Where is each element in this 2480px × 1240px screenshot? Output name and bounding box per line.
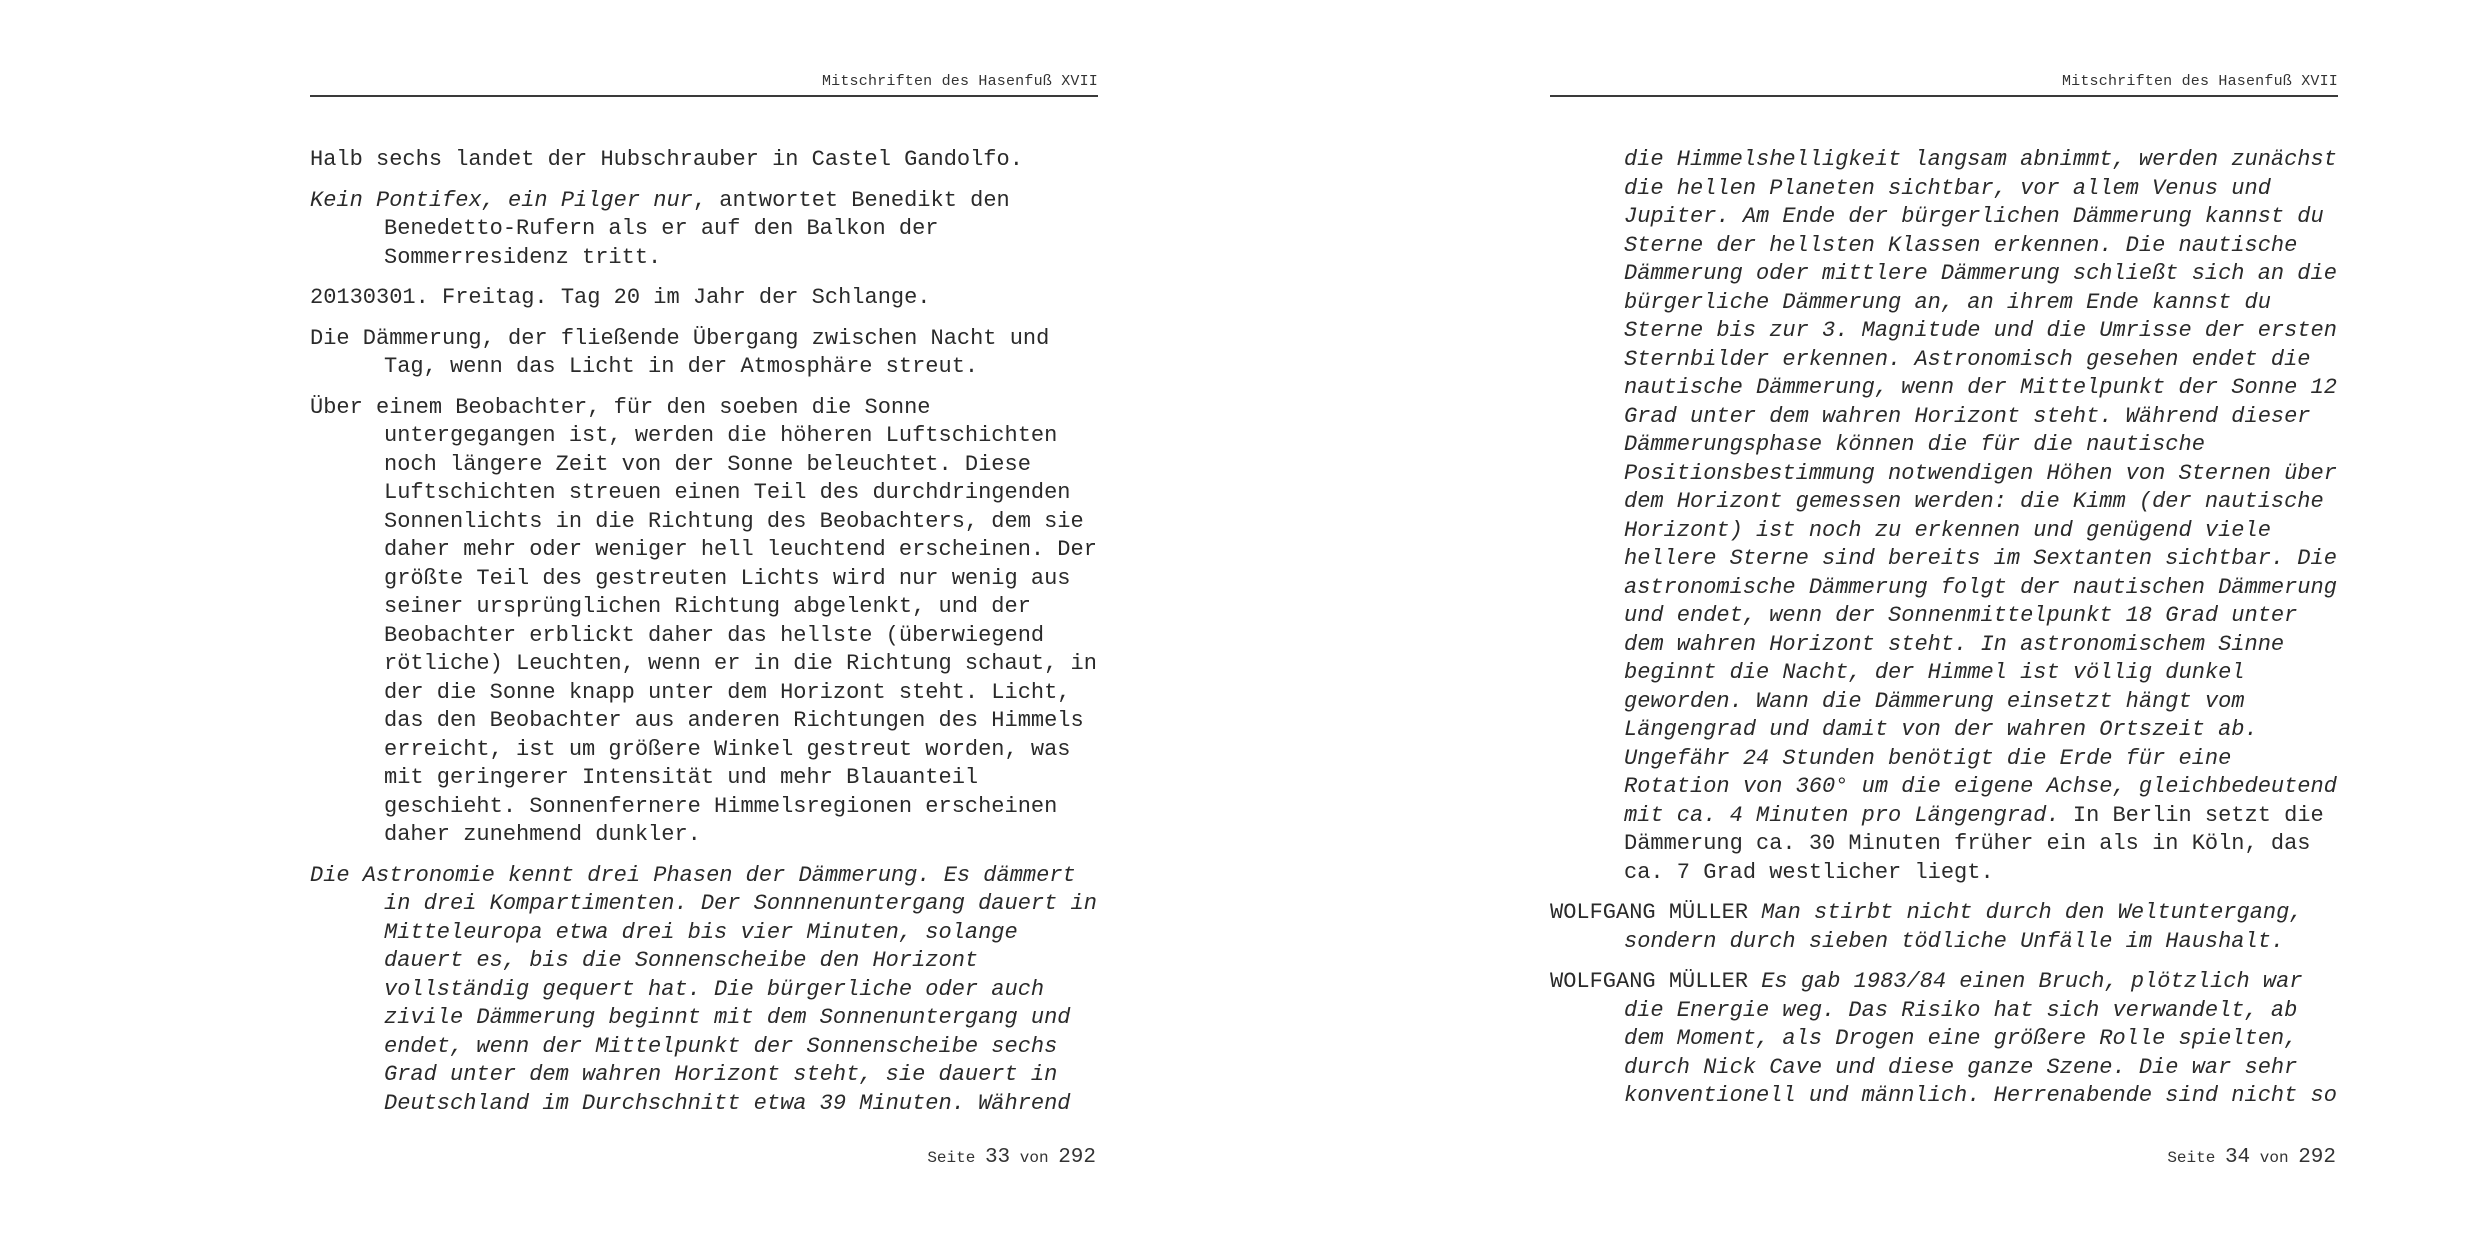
footer-label: Seite (927, 1149, 976, 1167)
running-head: Mitschriften des Hasenfuß XVII (821, 73, 1098, 90)
text-run: Halb sechs landet der Hubschrauber in Castel Gandolfo. (310, 147, 1023, 172)
paragraph (310, 862, 1098, 1119)
page-footer (927, 1146, 1096, 1169)
body-text (310, 146, 1098, 1130)
body-text (1550, 146, 2338, 1123)
running-head: Mitschriften des Hasenfuß XVII (2061, 73, 2338, 90)
header-rule (1550, 95, 2338, 97)
footer-of: von (1019, 1149, 1049, 1167)
header-rule (310, 95, 1098, 97)
paragraph (310, 394, 1098, 850)
speaker-name: WOLFGANG MÜLLER (1550, 969, 1762, 994)
text-run: In Berlin setzt die Dämmerung ca. 30 Minuten früher ein als in Köln, das ca. 7 Grad westlicher liegt. (1624, 802, 2324, 885)
paragraph (1550, 968, 2338, 1111)
paragraph (310, 146, 1098, 175)
text-run: Kein Pontifex, ein Pilger nur (310, 187, 693, 213)
page-footer (2167, 1146, 2336, 1169)
speaker-name: WOLFGANG MÜLLER (1550, 900, 1762, 925)
page-number: 33 (984, 1146, 1011, 1169)
text-run: 20130301. Freitag. Tag 20 im Jahr der Schlange. (310, 285, 931, 310)
text-run: Über einem Beobachter, für den soeben die Sonne untergegangen ist, werden die höheren Luftschichten noch längere Zeit von der Sonne beleuchtet. Diese Luftschichten streuen einen Teil des durchdringenden Sonnenlichts in die Richtung des Beobachters, dem sie daher mehr oder weniger hell leuchtend erscheinen. Der größte Teil des gestreuten Lichts wird nur wenig aus seiner ursprünglichen Richtung abgelenkt, und der Beobachter erblickt daher das hellste (überwiegend rötliche) Leuchten, wenn er in die Richtung schaut, in der die Sonne knapp unter dem Horizont steht. Licht, das den Beobachter aus anderen Richtungen des Himmels erreicht, ist um größere Winkel gestreut worden, was mit geringerer Intensität und mehr Blauanteil geschieht. Sonnenfernere Himmelsregionen erscheinen daher zunehmend dunkler. (310, 394, 1097, 847)
text-run: Die Astronomie kennt drei Phasen der Dämmerung. Es dämmert in drei Kompartimenten. Der Sonnnenuntergang dauert in Mitteleuropa etwa drei bis vier Minuten, solange dauert es, bis die Sonnenscheibe den Horizont vollständig gequert hat. Die bürgerliche oder auch zivile Dämmerung beginnt mit dem Sonnenuntergang und endet, wenn der Mittelpunkt der Sonnenscheibe sechs Grad unter dem wahren Horizont steht, sie dauert in Deutschland im Durchschnitt etwa 39 Minuten. Während (310, 862, 1097, 1116)
paragraph (1550, 899, 2338, 956)
text-run: Es gab 1983/84 einen Bruch, plötzlich war die Energie weg. Das Risiko hat sich verwandelt, ab dem Moment, als Drogen eine größere Rolle spielten, durch Nick Cave und diese ganze Szene. Die war sehr konventionell und männlich. Herrenabende sind nicht so (1624, 969, 2337, 1108)
page-total: 292 (2298, 1146, 2336, 1169)
continued-paragraph (1550, 146, 2338, 887)
page-total: 292 (1058, 1146, 1096, 1169)
right-page (1550, 0, 2338, 1240)
paragraph (310, 284, 1098, 313)
text-run: die Himmelshelligkeit langsam abnimmt, werden zunächst die hellen Planeten sichtbar, vor allem Venus und Jupiter. Am Ende der bürgerlichen Dämmerung kannst du Sterne der hellsten Klassen erkennen. Die nautische Dämmerung oder mittlere Dämmerung schließt sich an die bürgerliche Dämmerung an, an ihrem Ende kannst du Sterne bis zur 3. Magnitude und die Umrisse der ersten Sternbilder erkennen. Astronomisch gesehen endet die nautische Dämmerung, wenn der Mittelpunkt der Sonne 12 Grad unter dem wahren Horizont steht. Während dieser Dämmerungsphase können die für die nautische Positionsbestimmung notwendigen Höhen von Sternen über dem Horizont gemessen werden: die Kimm (der nautische Horizont) ist noch zu erkennen und genügend viele hellere Sterne sind bereits im Sextanten sichtbar. Die astronomische Dämmerung folgt der nautischen Dämmerung und endet, wenn der Sonnenmittelpunkt 18 Grad unter dem wahren Horizont steht. In astronomischem Sinne beginnt die Nacht, der Himmel ist völlig dunkel geworden. Wann die Dämmerung einsetzt hängt vom Längengrad und damit von der wahren Ortszeit ab. Ungefähr 24 Stunden benötigt die Erde für eine Rotation von 360° um die eigene Achse, gleichbedeutend mit ca. 4 Minuten pro Längengrad. (1624, 147, 2337, 828)
page-number: 34 (2224, 1146, 2251, 1169)
paragraph (310, 325, 1098, 382)
text-run: Die Dämmerung, der fließende Übergang zwischen Nacht und Tag, wenn das Licht in der Atmosphäre streut. (310, 325, 1050, 379)
footer-of: von (2259, 1149, 2289, 1167)
text-run: Man stirbt nicht durch den Weltuntergang, sondern durch sieben tödliche Unfälle im Haushalt. (1624, 900, 2303, 954)
paragraph (310, 187, 1098, 273)
left-page (310, 0, 1098, 1240)
footer-label: Seite (2167, 1149, 2216, 1167)
text-run: , antwortet Benedikt den Benedetto-Rufern als er auf den Balkon der Sommerresidenz tritt. (384, 187, 1010, 270)
